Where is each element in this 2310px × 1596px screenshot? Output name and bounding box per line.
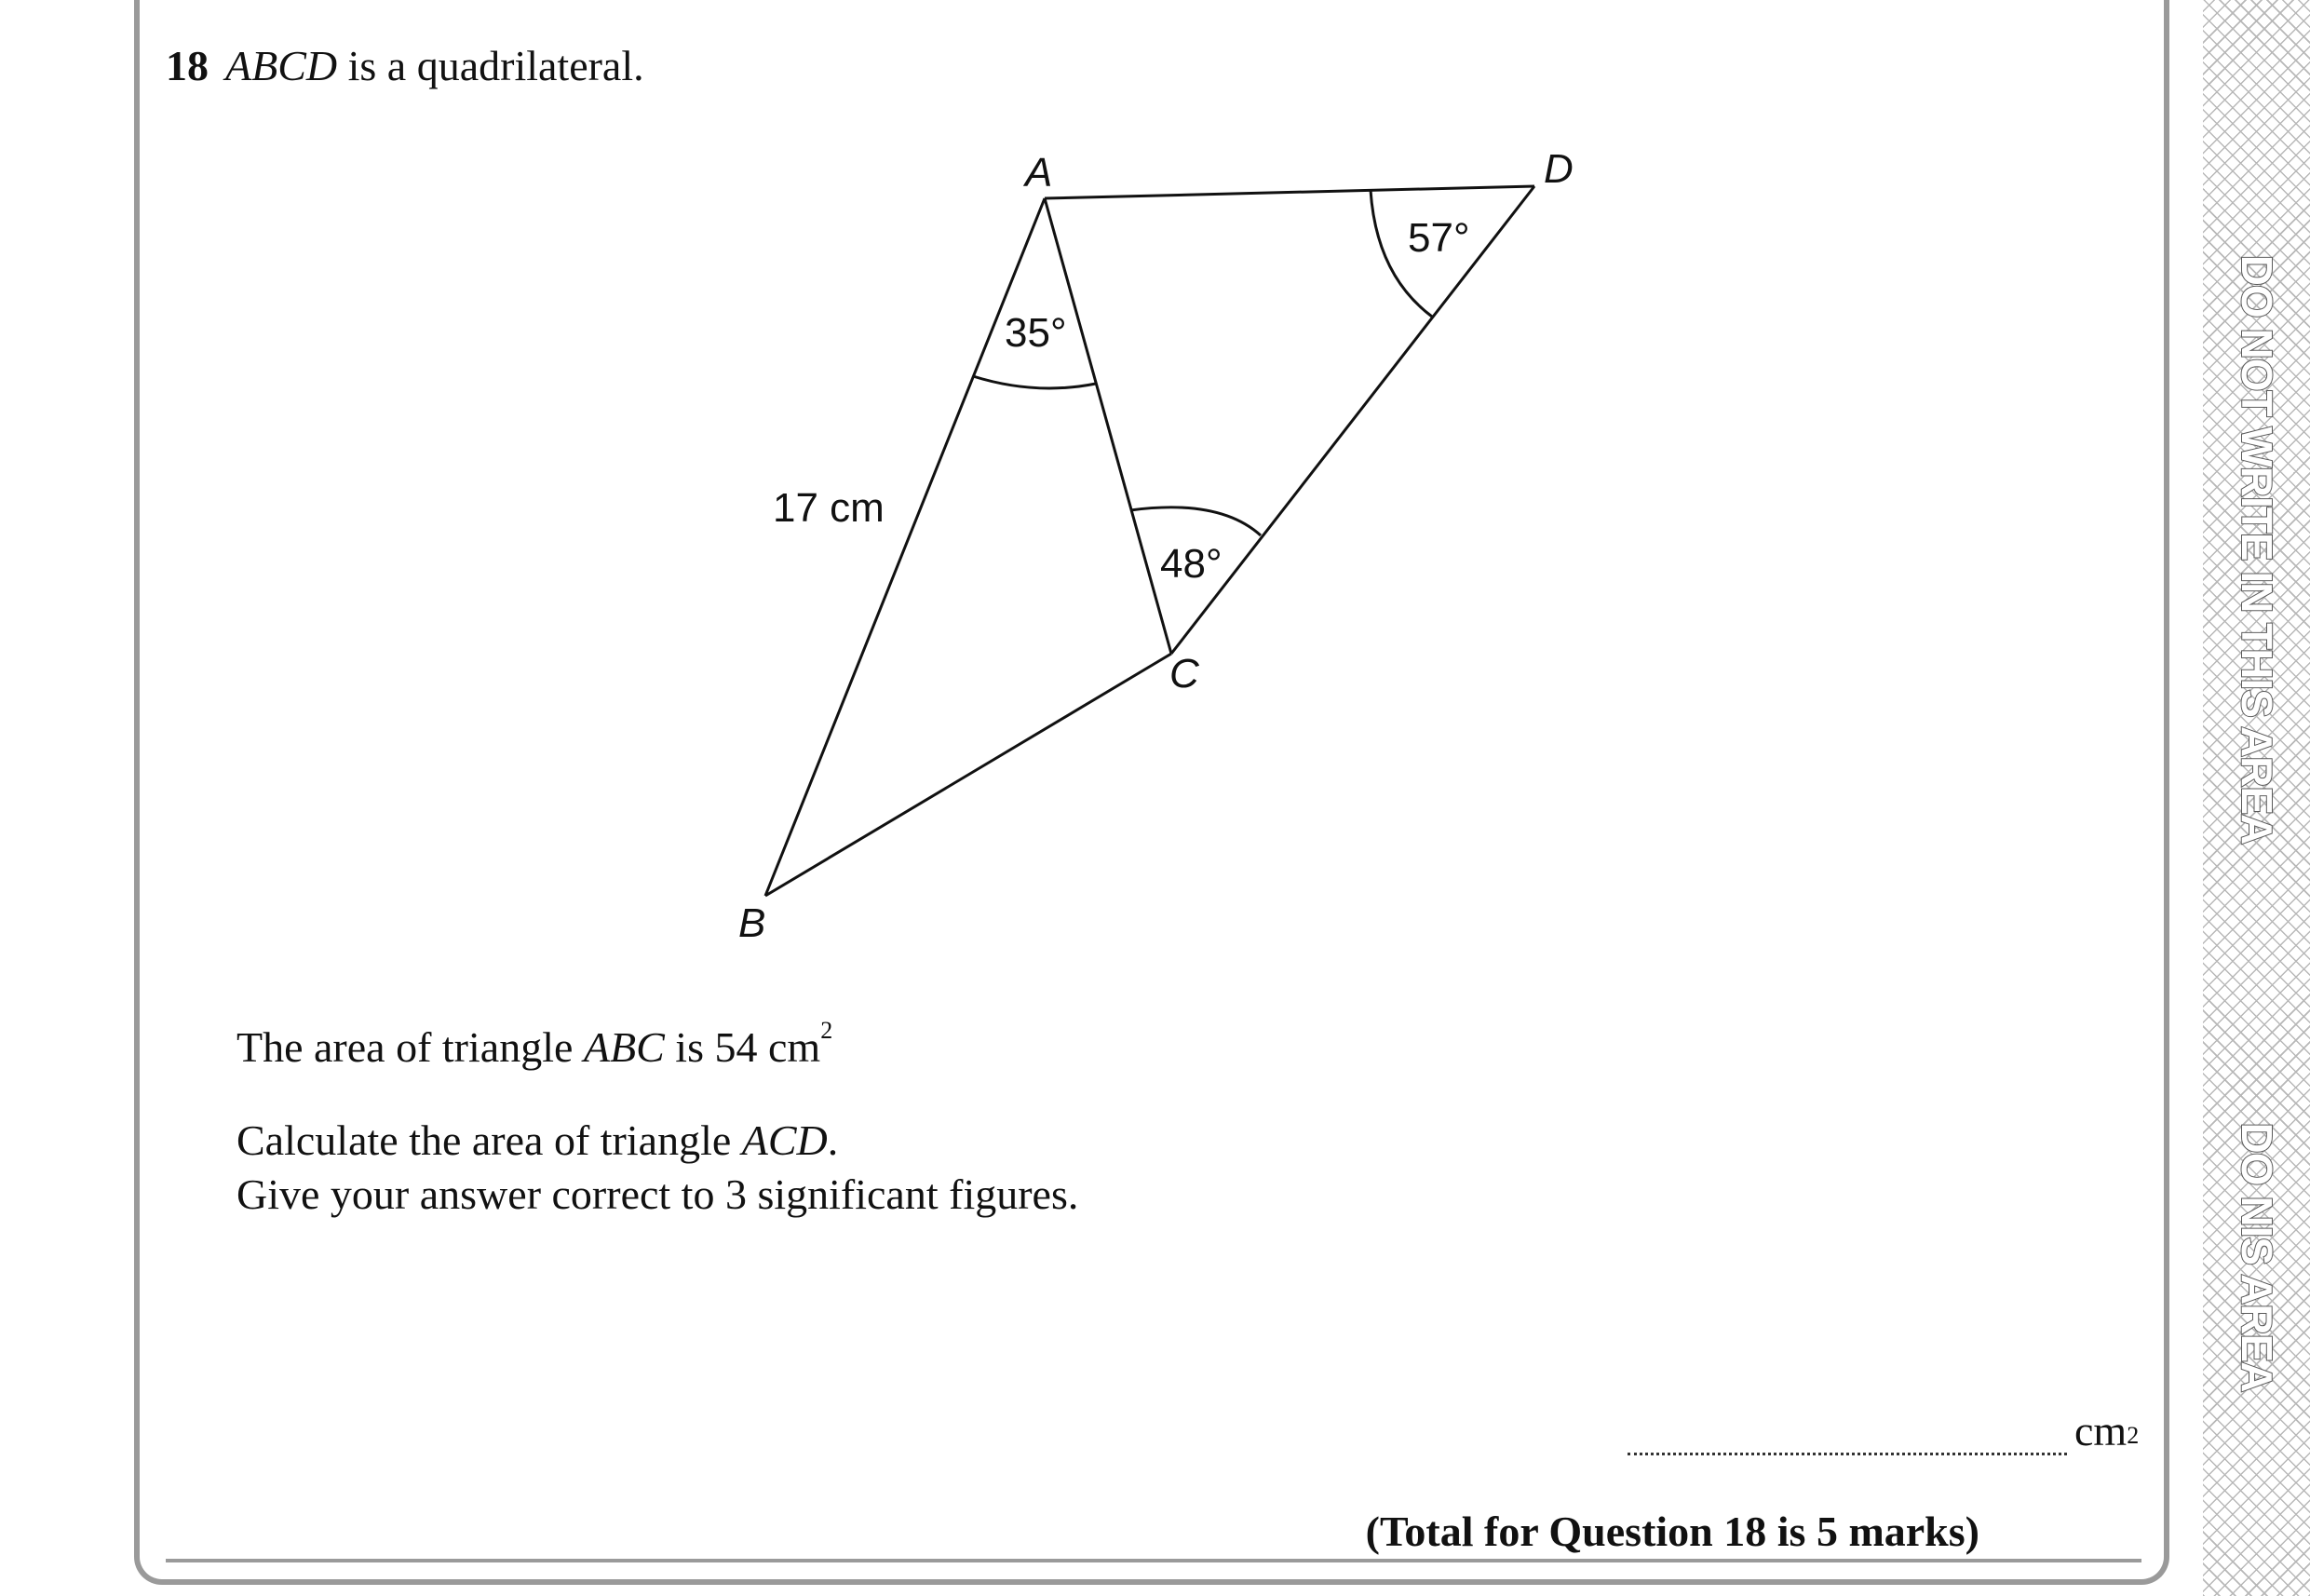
side-length-label: 17 cm [773, 485, 885, 531]
side-ad [1045, 186, 1534, 198]
answer-area: cm $^2$ [1628, 1406, 2139, 1455]
total-marks: (Total for Question 18 is 5 marks) [1365, 1508, 1979, 1555]
question-number: 18 [166, 42, 209, 89]
angle-arc-bac [973, 376, 1096, 388]
vertex-label-d: D [1544, 146, 1574, 192]
question-intro: is a quadrilateral. [337, 42, 644, 89]
angle-arc-acd [1130, 507, 1261, 535]
side-bc [765, 654, 1171, 896]
diagonal-ac [1045, 198, 1171, 654]
angle-label-35: 35° [1005, 310, 1067, 356]
angle-label-57: 57° [1408, 215, 1470, 261]
answer-unit: cm [2074, 1407, 2128, 1454]
vertex-label-a: A [1025, 150, 1053, 196]
angle-label-48: 48° [1160, 541, 1223, 587]
vertex-label-c: C [1169, 651, 1199, 697]
vertex-label-b: B [738, 900, 766, 946]
side-ab [765, 198, 1045, 896]
task-line-1: Calculate the area of triangle ACD. [236, 1116, 839, 1164]
side-cd [1171, 186, 1534, 654]
task-line-2: Give your answer correct to 3 significant figures. [236, 1170, 1079, 1218]
answer-line[interactable] [1628, 1419, 2067, 1455]
bottom-rule [166, 1559, 2141, 1562]
shape-name: ABCD [225, 42, 338, 89]
area-statement: The area of triangle ABC is 54 $cm^2$ [236, 1017, 833, 1071]
